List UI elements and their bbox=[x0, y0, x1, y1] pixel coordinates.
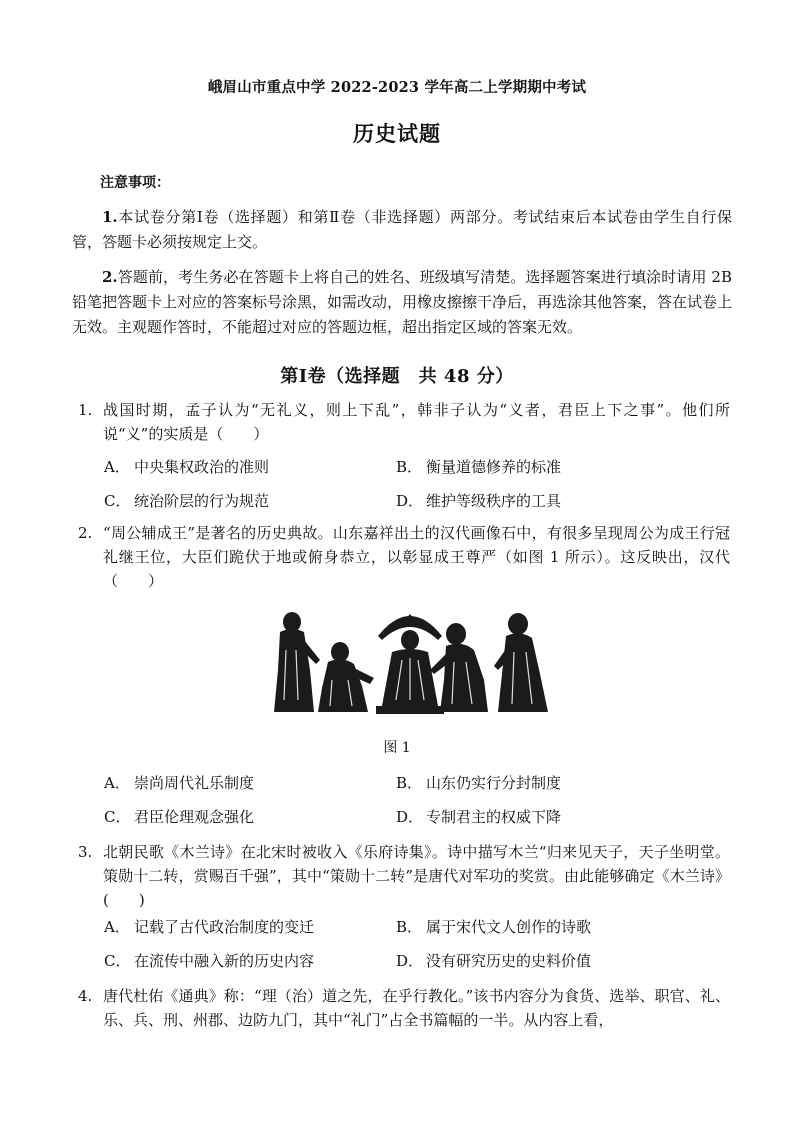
question-number: 4. bbox=[78, 987, 93, 1005]
option-c: C． 君臣伦理观念强化 bbox=[104, 808, 255, 826]
school-title: 峨眉山市重点中学 2022-2023 学年高二上学期期中考试 bbox=[207, 79, 587, 96]
option-b: B． 衡量道德修养的标准 bbox=[396, 458, 562, 476]
question-3-options bbox=[104, 916, 724, 984]
option-d: D． 维护等级秩序的工具 bbox=[396, 492, 562, 510]
notice-item-2-text: 答题前，考生务必在答题卡上将自己的姓名、班级填写清楚。选择题答案进行填涂时请用 2B 铅笔把答题卡上对应的答案标号涂黑，如需改动，用橡皮擦擦干净后，再选涂其他答案，答在试卷上无效。主观题作答时，不能超过对应的答题边框，超出指定区域的答案无效。 bbox=[72, 268, 733, 336]
question-stem: 唐代杜佑《通典》称：“理（治）道之先，在乎行教化。”该书内容分为食货、选举、职官、礼、乐、兵、刑、州郡、边防九门，其中“礼门”占全书篇幅的一半。从内容上看， bbox=[103, 987, 730, 1029]
figure-caption: 图 1 bbox=[383, 740, 411, 756]
question-4 bbox=[78, 984, 730, 1032]
han-stone-relief-figure bbox=[270, 600, 552, 720]
option-b: B． 属于宋代文人创作的诗歌 bbox=[396, 918, 592, 936]
option-b: B． 山东仍实行分封制度 bbox=[396, 774, 562, 792]
notice-item-1-number: 1. bbox=[102, 208, 118, 226]
question-2 bbox=[78, 521, 730, 593]
option-a: A． 记载了古代政治制度的变迁 bbox=[104, 918, 315, 936]
option-c: C． 在流传中融入新的历史内容 bbox=[104, 952, 315, 970]
subject-title: 历史试题 bbox=[353, 121, 441, 146]
notice-item-2 bbox=[72, 265, 732, 340]
question-number: 1. bbox=[78, 401, 93, 419]
question-3 bbox=[78, 840, 730, 912]
option-c: C． 统治阶层的行为规范 bbox=[104, 492, 270, 510]
question-number: 2. bbox=[78, 524, 93, 542]
notice-item-2-number: 2. bbox=[102, 268, 118, 286]
option-d: D． 专制君主的权威下降 bbox=[396, 808, 562, 826]
notice-item-1 bbox=[72, 205, 732, 255]
notice-item-1-text: 本试卷分第Ⅰ卷（选择题）和第Ⅱ卷（非选择题）两部分。考试结束后本试卷由学生自行保管，答题卡必须按规定上交。 bbox=[72, 208, 732, 251]
question-number: 3. bbox=[78, 843, 93, 861]
section-title: 第Ⅰ卷（选择题 共 48 分） bbox=[280, 366, 514, 387]
stone-relief-image bbox=[270, 600, 552, 720]
question-stem: 战国时期，孟子认为“无礼义，则上下乱”，韩非子认为“义者，君臣上下之事”。他们所说“义”的实质是（ ） bbox=[103, 401, 730, 443]
question-1-options bbox=[104, 456, 724, 524]
question-1 bbox=[78, 398, 730, 446]
question-stem: “周公辅成王”是著名的历史典故。山东嘉祥出土的汉代画像石中，有很多呈现周公为成王行冠礼继王位，大臣们跪伏于地或俯身恭立，以彰显成王尊严（如图 1 所示）。这反映出，汉代（ ） bbox=[103, 524, 730, 590]
question-stem: 北朝民歌《木兰诗》在北宋时被收入《乐府诗集》。诗中描写木兰“归来见天子，天子坐明堂。策勋十二转，赏赐百千强”，其中“策勋十二转”是唐代对军功的奖赏。由此能够确定《木兰诗》( ) bbox=[103, 843, 730, 909]
option-d: D． 没有研究历史的史料价值 bbox=[396, 952, 592, 970]
option-a: A． 崇尚周代礼乐制度 bbox=[104, 774, 255, 792]
notice-heading: 注意事项： bbox=[100, 175, 170, 191]
question-2-options bbox=[104, 772, 724, 840]
option-a: A． 中央集权政治的准则 bbox=[104, 458, 270, 476]
